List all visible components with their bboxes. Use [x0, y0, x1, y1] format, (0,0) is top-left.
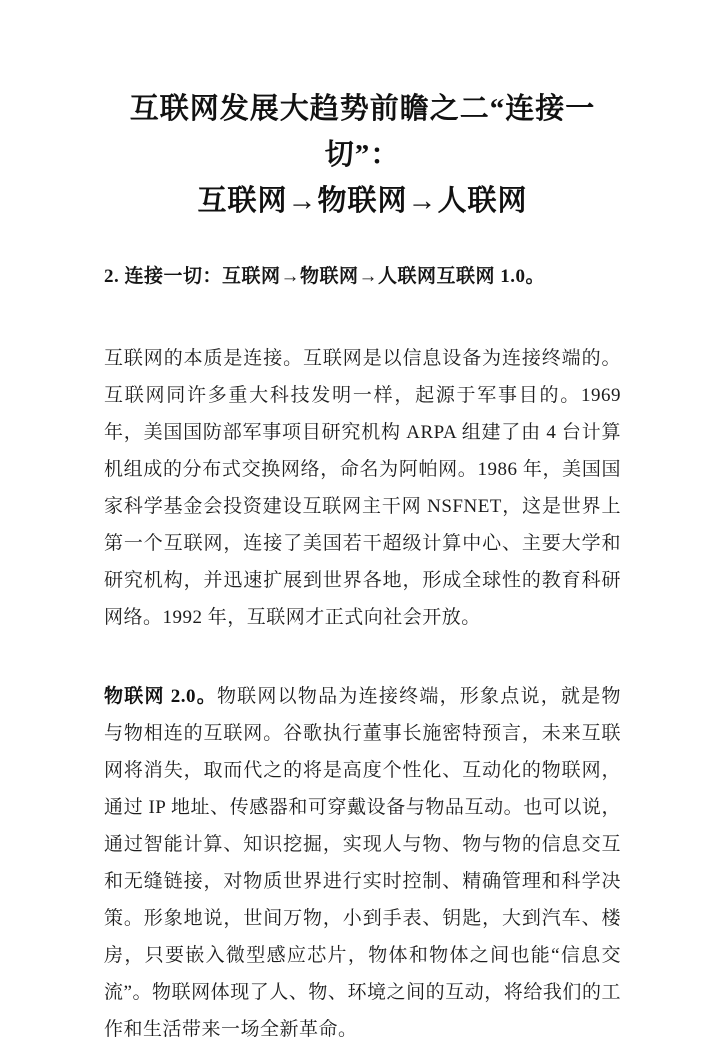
section-heading-lead: 互联网 1.0。	[436, 266, 546, 287]
paragraph-iot	[104, 678, 621, 1048]
paragraph-2-lead: 物联网 2.0。	[104, 686, 217, 707]
title-line-1: 互联网发展大趋势前瞻之二“连接一切”：	[129, 93, 596, 171]
title-line-2: 互联网→物联网→人联网	[197, 185, 528, 217]
paragraph-2-text: 物联网以物品为连接终端，形象点说，就是物与物相连的互联网。谷歌执行董事长施密特预言，未来互联网将消失，取而代之的将是高度个性化、互动化的物联网，通过 IP 地址、传感器和可穿戴设备与物品互动。也可以说，通过智能计算、知识挖掘，实现人与物、物与物的信息交互和无缝链接，对物质世界进行实时控制、精确管理和科学决策。形象地说，世间万物，小到手表、钥匙，大到汽车、楼房，只要嵌入微型感应芯片，物体和物体之间也能“信息交流”。物联网体现了人、物、环境之间的互动，将给我们的工作和生活带来一场全新革命。	[104, 686, 621, 1040]
paragraph-internet-history	[104, 340, 621, 636]
document-title	[104, 86, 621, 224]
paragraph-1-text: 互联网的本质是连接。互联网是以信息设备为连接终端的。互联网同许多重大科技发明一样，起源于军事目的。1969 年，美国国防部军事项目研究机构 ARPA 组建了由 4 台计算机组成的分布式交换网络，命名为阿帕网。1986 年，美国国家科学基金会投资建设互联网主干网 NSFNET，这是世界上第一个互联网，连接了美国若干超级计算中心、主要大学和研究机构，并迅速扩展到世界各地，形成全球性的教育科研网络。1992 年，互联网才正式向社会开放。	[104, 348, 621, 628]
section-heading-text: 2. 连接一切：互联网→物联网→人联网	[104, 266, 437, 287]
section-heading	[104, 264, 621, 290]
